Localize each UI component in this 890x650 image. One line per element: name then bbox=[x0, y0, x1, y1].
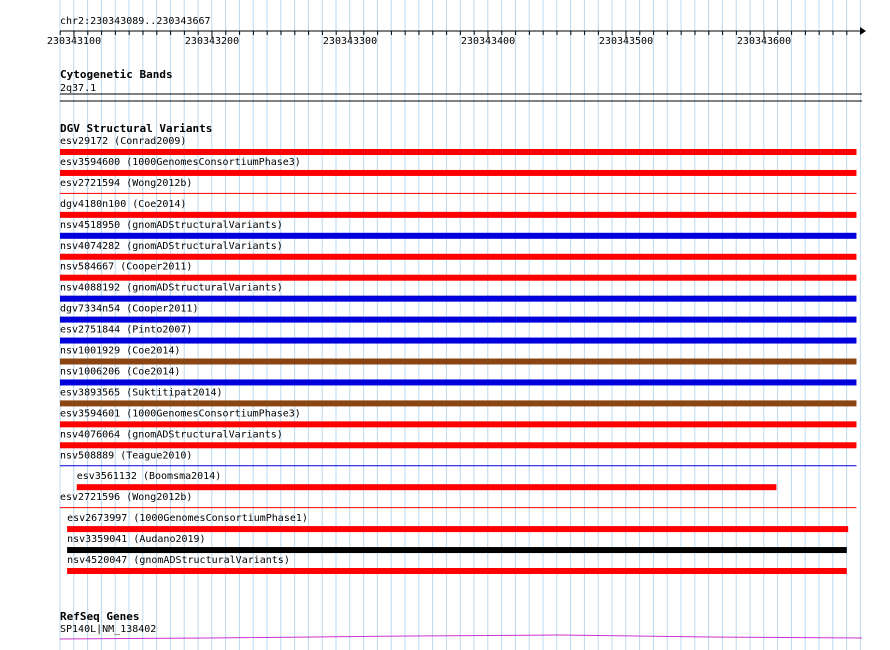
dgv-variant-bar[interactable] bbox=[67, 526, 848, 532]
dgv-variant-bar[interactable] bbox=[60, 400, 856, 406]
refseq-track-title: RefSeq Genes bbox=[60, 610, 140, 623]
dgv-variant[interactable] bbox=[60, 492, 856, 508]
dgv-variant-bar[interactable] bbox=[60, 379, 856, 385]
dgv-variant[interactable] bbox=[60, 178, 856, 194]
dgv-variant-bar[interactable] bbox=[67, 568, 847, 574]
ruler-ticks bbox=[60, 31, 847, 38]
dgv-variant-bar[interactable] bbox=[60, 359, 856, 365]
cytoband-name: 2q37.1 bbox=[60, 83, 97, 94]
dgv-variant[interactable] bbox=[60, 387, 856, 406]
dgv-variant[interactable] bbox=[60, 366, 856, 385]
dgv-variant[interactable] bbox=[60, 220, 856, 239]
ruler-tick-label: 230343300 bbox=[322, 36, 378, 47]
dgv-variant-label[interactable]: nsv4076064 (gnomADStructuralVariants) bbox=[60, 429, 283, 441]
dgv-variant[interactable] bbox=[60, 199, 856, 218]
dgv-track-title: DGV Structural Variants bbox=[60, 122, 213, 135]
dgv-variant-bar[interactable] bbox=[60, 212, 856, 218]
dgv-variant-label[interactable]: nsv1006206 (Coe2014) bbox=[60, 366, 181, 378]
dgv-variant-bar[interactable] bbox=[60, 421, 856, 427]
dgv-variant-label[interactable]: nsv3359041 (Audano2019) bbox=[67, 534, 206, 546]
dgv-variant-bar[interactable] bbox=[60, 338, 856, 344]
dgv-variant-label[interactable]: dgv7334n54 (Cooper2011) bbox=[60, 303, 199, 315]
dgv-variant-bar[interactable] bbox=[77, 484, 777, 490]
dgv-variant[interactable] bbox=[67, 513, 848, 532]
ruler-tick-label: 230343600 bbox=[736, 36, 792, 47]
refseq-gene-label: SP140L|NM_138402 bbox=[60, 624, 157, 635]
dgv-variant-label[interactable]: esv29172 (Conrad2009) bbox=[60, 136, 187, 147]
dgv-track[interactable] bbox=[60, 122, 856, 574]
dgv-variant-bar[interactable] bbox=[60, 465, 856, 466]
dgv-variant-label[interactable]: nsv1001929 (Coe2014) bbox=[60, 345, 181, 357]
dgv-variant-label[interactable]: esv3561132 (Boomsma2014) bbox=[76, 471, 222, 483]
dgv-variant[interactable] bbox=[60, 157, 856, 176]
dgv-variant-bar[interactable] bbox=[60, 193, 856, 194]
dgv-variant-bar[interactable] bbox=[60, 275, 856, 281]
dgv-variant[interactable] bbox=[60, 346, 856, 365]
dgv-variant[interactable] bbox=[77, 471, 777, 490]
dgv-variant-bar[interactable] bbox=[60, 170, 856, 176]
cytoband-track-title: Cytogenetic Bands bbox=[60, 68, 173, 81]
dgv-variant-label[interactable]: nsv4520047 (gnomADStructuralVariants) bbox=[67, 555, 290, 566]
dgv-variant-rows[interactable] bbox=[60, 136, 856, 574]
ruler-tick-label: 230343200 bbox=[184, 36, 240, 47]
dgv-variant-label[interactable]: nsv584667 (Cooper2011) bbox=[60, 261, 193, 273]
cytoband-track[interactable] bbox=[60, 68, 862, 101]
dgv-variant-label[interactable]: dgv4180n100 (Coe2014) bbox=[60, 198, 187, 210]
ruler-tick-label: 230343500 bbox=[598, 36, 654, 47]
refseq-gene-feature[interactable] bbox=[60, 635, 862, 639]
dgv-variant-bar[interactable] bbox=[67, 547, 847, 553]
dgv-variant[interactable] bbox=[67, 555, 847, 574]
dgv-variant-label[interactable]: nsv4518950 (gnomADStructuralVariants) bbox=[60, 219, 283, 231]
dgv-variant[interactable] bbox=[60, 304, 856, 323]
dgv-variant-label[interactable]: nsv4074282 (gnomADStructuralVariants) bbox=[60, 240, 283, 252]
dgv-variant-label[interactable]: esv3594601 (1000GenomesConsortiumPhase3) bbox=[60, 408, 301, 420]
region-label: chr2:230343089..230343667 bbox=[60, 16, 211, 27]
dgv-variant-label[interactable]: nsv4088192 (gnomADStructuralVariants) bbox=[60, 282, 283, 294]
ruler-tick-label: 230343100 bbox=[46, 36, 102, 47]
dgv-variant-bar[interactable] bbox=[60, 317, 856, 323]
dgv-variant[interactable] bbox=[67, 534, 847, 553]
ruler-right-arrow-icon bbox=[860, 27, 866, 35]
dgv-variant-label[interactable]: esv2673997 (1000GenomesConsortiumPhase1) bbox=[67, 513, 308, 525]
dgv-variant-label[interactable]: esv3594600 (1000GenomesConsortiumPhase3) bbox=[60, 156, 301, 168]
refseq-track[interactable] bbox=[60, 610, 862, 639]
dgv-variant-bar[interactable] bbox=[60, 442, 856, 448]
dgv-variant-label[interactable]: nsv508889 (Teague2010) bbox=[60, 450, 193, 462]
dgv-variant[interactable] bbox=[60, 325, 856, 344]
dgv-variant[interactable] bbox=[60, 241, 856, 260]
dgv-variant[interactable] bbox=[60, 450, 856, 466]
dgv-variant-bar[interactable] bbox=[60, 233, 856, 239]
dgv-variant[interactable] bbox=[60, 429, 856, 448]
dgv-variant[interactable] bbox=[60, 136, 856, 155]
dgv-variant-label[interactable]: esv2721596 (Wong2012b) bbox=[60, 492, 193, 504]
dgv-variant-bar[interactable] bbox=[60, 507, 856, 508]
dgv-variant[interactable] bbox=[60, 283, 856, 302]
dgv-variant-bar[interactable] bbox=[60, 296, 856, 302]
dgv-variant-bar[interactable] bbox=[60, 254, 856, 260]
dgv-variant-label[interactable]: esv3893565 (Suktitipat2014) bbox=[60, 387, 223, 399]
dgv-variant-label[interactable]: esv2751844 (Pinto2007) bbox=[60, 324, 193, 336]
dgv-variant-bar[interactable] bbox=[60, 149, 856, 155]
ruler[interactable] bbox=[47, 16, 866, 47]
dgv-variant[interactable] bbox=[60, 408, 856, 427]
dgv-variant-label[interactable]: esv2721594 (Wong2012b) bbox=[60, 177, 193, 189]
ruler-tick-label: 230343400 bbox=[460, 36, 516, 47]
dgv-variant[interactable] bbox=[60, 262, 856, 281]
